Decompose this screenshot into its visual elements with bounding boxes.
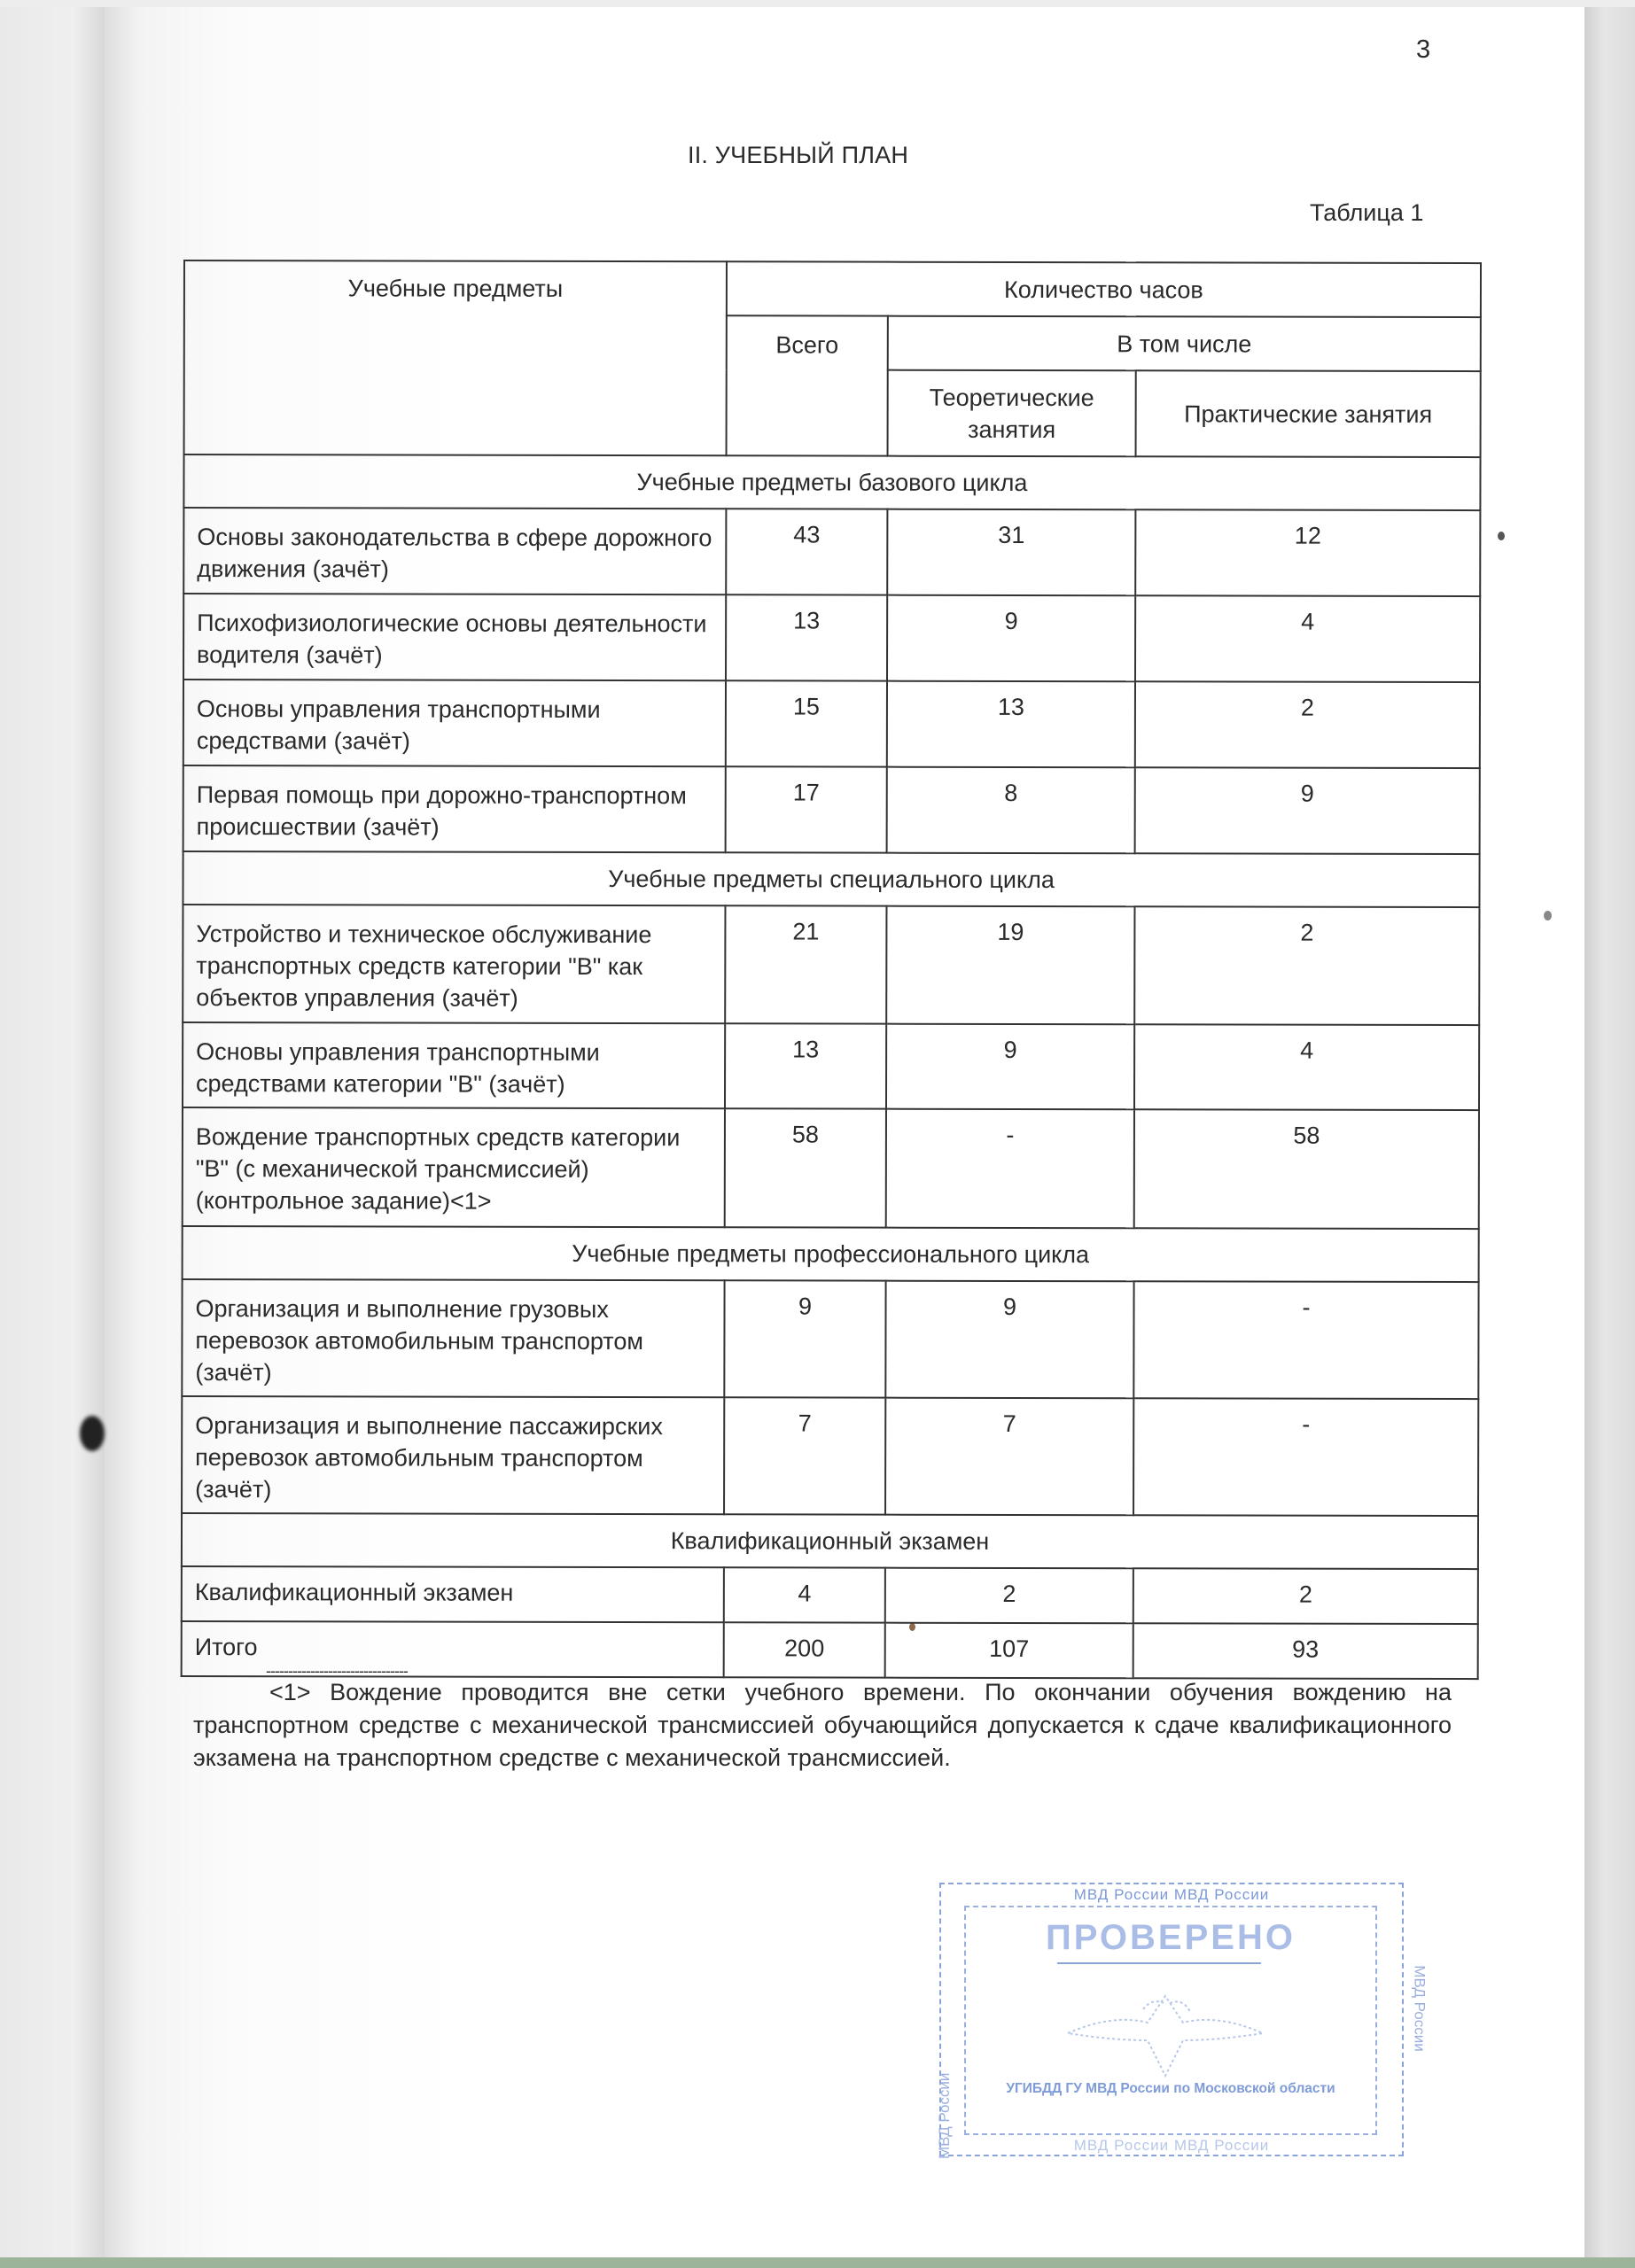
- hours-theory: 9: [885, 1281, 1133, 1399]
- hours-practice: 2: [1133, 1568, 1478, 1624]
- subject-name: Квалификационный экзамен: [182, 1566, 724, 1622]
- header-theory: Теоретические занятия: [888, 370, 1136, 457]
- section-title-professional: Учебные предметы профессионального цикла: [183, 1226, 1479, 1282]
- table-row: [182, 1279, 1478, 1399]
- stamp-left-text: МВД России: [936, 2072, 953, 2159]
- stamp-underline: [1057, 1962, 1261, 1964]
- hours-practice: 2: [1135, 681, 1480, 768]
- hours-theory: 8: [887, 767, 1135, 854]
- total-theory: 107: [885, 1623, 1133, 1679]
- table-row: [183, 594, 1480, 682]
- subject-name: Вождение транспортных средств категории "B" (с механической трансмиссией) (контрольное задание)<1>: [183, 1107, 725, 1227]
- table-row: [182, 1566, 1478, 1624]
- hours-practice: 4: [1135, 595, 1480, 682]
- hours-practice: 2: [1134, 906, 1479, 1025]
- header-subjects: Учебные предметы: [184, 260, 727, 455]
- section-title: II. УЧЕБНЫЙ ПЛАН: [688, 142, 909, 168]
- stamp-right-text: МВД России: [1411, 1965, 1429, 2052]
- subject-name: Психофизиологические основы деятельности водителя (зачёт): [183, 594, 726, 680]
- hours-theory: 9: [886, 1024, 1134, 1110]
- stamp-top-text: МВД России МВД России: [1073, 1886, 1270, 1903]
- stamp-verified-label: ПРОВЕРЕНО: [1046, 1918, 1296, 1957]
- table-row: [183, 765, 1480, 854]
- table-row: [183, 1022, 1479, 1110]
- hours-practice: 58: [1134, 1109, 1479, 1229]
- curriculum-table: [181, 260, 1482, 1680]
- hours-total: 43: [726, 509, 887, 594]
- hours-practice: 12: [1135, 509, 1480, 596]
- scanner-background: [0, 2257, 1635, 2268]
- table-row: [183, 508, 1480, 596]
- subject-name: Организация и выполнение пассажирских перевозок автомобильным транспортом (зачёт): [182, 1396, 724, 1514]
- section-title-exam: Квалификационный экзамен: [182, 1513, 1478, 1569]
- footnote-separator: --------------------------------: [266, 1662, 408, 1680]
- ink-speck: [1544, 911, 1552, 920]
- ink-speck: [1498, 532, 1505, 540]
- hours-theory: 7: [885, 1398, 1133, 1516]
- subject-name: Первая помощь при дорожно-транспортном происшествии (зачёт): [183, 765, 726, 852]
- hours-total: 13: [725, 1023, 886, 1108]
- ink-blot: [80, 1416, 105, 1451]
- section-row: [183, 851, 1479, 907]
- hours-total: 9: [724, 1280, 885, 1397]
- hours-total: 7: [724, 1397, 885, 1514]
- header-total: Всего: [727, 315, 888, 455]
- table-row: [182, 1396, 1478, 1516]
- stamp-organization: УГИБДД ГУ МВД России по Московской области: [1006, 2081, 1335, 2096]
- section-title-base: Учебные предметы базового цикла: [183, 454, 1480, 510]
- hours-theory: 19: [886, 906, 1134, 1025]
- stamp-bottom-text: МВД России МВД России: [1073, 2137, 1270, 2154]
- emblem-icon: [1050, 1978, 1281, 2085]
- hours-practice: 4: [1134, 1024, 1479, 1110]
- hours-total: 13: [726, 594, 887, 680]
- stamp-inner-frame: [964, 1906, 1377, 2135]
- hours-total: 4: [724, 1567, 885, 1622]
- total-hours: 200: [724, 1622, 885, 1677]
- footnote-text: <1> Вождение проводится вне сетки учебного времени. По окончании обучения вождению на транспортном средстве с механической трансмиссией обучающийся допускается к сдаче квалификационного экзамена на транспортном средстве с механической трансмиссией.: [193, 1679, 1452, 1771]
- hours-theory: 13: [887, 681, 1135, 768]
- table-caption: Таблица 1: [1310, 199, 1424, 226]
- hours-theory: 9: [887, 595, 1135, 682]
- hours-total: 21: [725, 905, 886, 1023]
- table-row: [183, 1107, 1479, 1229]
- hours-theory: 31: [887, 509, 1135, 596]
- table-row: [183, 680, 1480, 768]
- hours-total: 58: [725, 1108, 886, 1227]
- hours-theory: -: [886, 1109, 1134, 1229]
- page-stack-edge: [1584, 7, 1635, 2262]
- hours-total: 15: [726, 680, 887, 766]
- subject-name: Основы законодательства в сфере дорожного движения (зачёт): [183, 508, 726, 594]
- hours-theory: 2: [885, 1568, 1133, 1624]
- total-practice: 93: [1133, 1623, 1478, 1679]
- section-title-special: Учебные предметы специального цикла: [183, 851, 1479, 907]
- hours-practice: -: [1133, 1281, 1478, 1399]
- section-row: [183, 1226, 1479, 1282]
- table-row: [183, 905, 1479, 1025]
- adjacent-page-edge: [0, 7, 105, 2257]
- hours-practice: -: [1133, 1398, 1478, 1516]
- subject-name: Основы управления транспортными средствами (зачёт): [183, 680, 726, 766]
- total-label: Итого: [182, 1621, 724, 1677]
- header-including: В том числе: [888, 316, 1481, 371]
- subject-name: Организация и выполнение грузовых перевозок автомобильным транспортом (зачёт): [182, 1279, 724, 1397]
- verification-stamp: [936, 1883, 1429, 2159]
- section-row: [182, 1513, 1478, 1569]
- hours-total: 17: [726, 766, 887, 852]
- section-row: [183, 454, 1480, 510]
- header-hours: Количество часов: [727, 261, 1481, 317]
- header-practice: Практические занятия: [1136, 370, 1481, 457]
- subject-name: Устройство и техническое обслуживание транспортных средств категории "B" как объектов управления (зачёт): [183, 905, 725, 1023]
- page-number: 3: [1416, 35, 1431, 64]
- subject-name: Основы управления транспортными средствами категории "B" (зачёт): [183, 1022, 725, 1108]
- hours-practice: 9: [1135, 767, 1480, 854]
- header-row: [184, 260, 1481, 317]
